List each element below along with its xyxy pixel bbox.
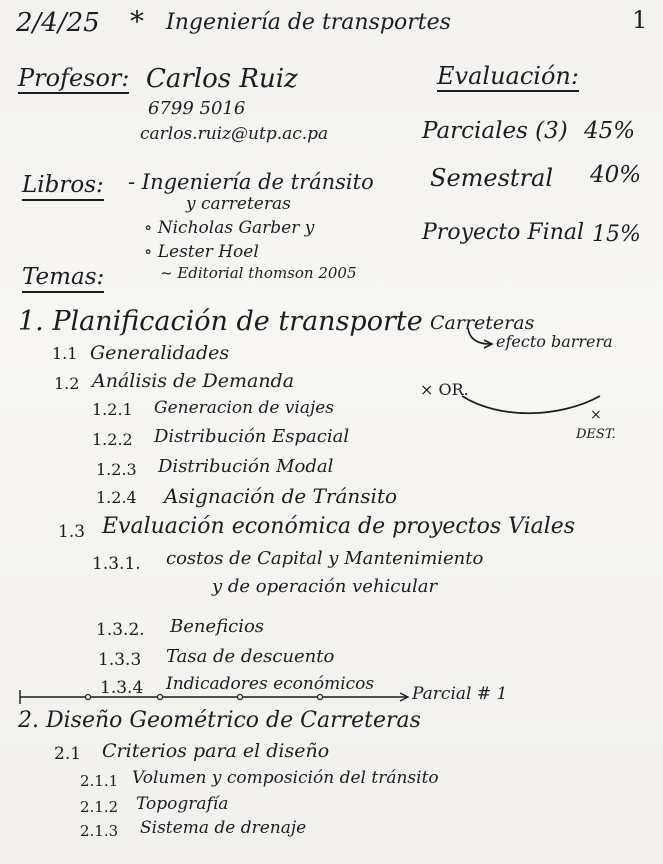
topic-text: Asignación de Tránsito <box>164 484 398 508</box>
topic-text: Distribución Espacial <box>154 426 350 447</box>
topic-text: Generacion de viajes <box>154 398 335 418</box>
topic-number: 1.2 <box>54 374 80 393</box>
topic-text: costos de Capital y Mantenimiento <box>166 548 484 569</box>
topics-label: Temas: <box>22 266 104 293</box>
section-1-title: 1. Planificación de transporte <box>18 306 423 337</box>
topic-number: 1.3 <box>58 522 86 542</box>
timeline-dot <box>158 695 163 700</box>
book-author: ∘ Lester Hoel <box>144 242 259 262</box>
topic-number: 2.1.2 <box>80 798 119 816</box>
evaluation-item-weight: 15% <box>592 222 641 247</box>
evaluation-item-name: Parciales (3) <box>422 118 568 144</box>
topic-number: 1.3.3 <box>98 650 142 670</box>
side-note-arrow-text: efecto barrera <box>496 332 613 351</box>
exam-marker: Parcial # 1 <box>412 684 508 704</box>
topic-number: 2.1 <box>54 744 82 764</box>
side-note-dest-label: DEST. <box>576 427 616 442</box>
topic-number: 1.3.4 <box>100 678 144 698</box>
topic-number: 1.2.2 <box>92 430 133 449</box>
topic-text: Análisis de Demanda <box>92 370 295 392</box>
topic-text: Beneficios <box>170 616 265 637</box>
professor-phone: 6799 5016 <box>148 98 246 119</box>
topic-number: 1.2.4 <box>96 488 137 507</box>
topic-text: Distribución Modal <box>158 456 334 477</box>
section-2-title: 2. Diseño Geométrico de Carreteras <box>18 708 421 733</box>
professor-email: carlos.ruiz@utp.ac.pa <box>140 124 329 144</box>
books-label: Libros: <box>22 174 104 201</box>
book-author: ∘ Nicholas Garber y <box>144 218 315 238</box>
professor-name: Carlos Ruiz <box>146 64 298 94</box>
topic-text: Sistema de drenaje <box>140 818 307 838</box>
book-title-line2: y carreteras <box>186 194 291 214</box>
topic-number: 2.1.1 <box>80 772 119 790</box>
book-title-line1: - Ingeniería de tránsito <box>128 170 374 194</box>
side-note-origin: × OR. <box>420 380 469 399</box>
side-note-dest-mark: × <box>590 407 602 423</box>
topic-text: Generalidades <box>90 342 230 364</box>
page-number: 1 <box>632 6 648 34</box>
topic-text: Topografía <box>136 794 229 814</box>
header-star: * <box>130 5 144 38</box>
topic-text: Volumen y composición del tránsito <box>132 768 439 788</box>
topic-number: 1.1 <box>52 344 78 363</box>
topic-number: 1.2.3 <box>96 460 137 479</box>
evaluation-item-weight: 45% <box>584 118 636 144</box>
evaluation-item-name: Proyecto Final <box>422 220 585 245</box>
topic-number: 1.3.1. <box>92 554 141 574</box>
timeline-dot <box>318 695 323 700</box>
topic-text: Criterios para el diseño <box>102 740 330 762</box>
evaluation-item-name: Semestral <box>430 164 554 192</box>
professor-label: Profesor: <box>18 64 130 92</box>
topic-number: 1.2.1 <box>92 400 133 419</box>
topic-number: 1.3.2. <box>96 620 145 640</box>
route-curve <box>462 396 600 413</box>
topic-text: Evaluación económica de proyectos Viales <box>102 514 576 539</box>
header-date: 2/4/25 <box>16 8 100 38</box>
evaluation-label: Evaluación: <box>437 62 579 90</box>
timeline-dot <box>86 695 91 700</box>
timeline-dot <box>238 695 243 700</box>
header-title: Ingeniería de transportes <box>166 10 451 35</box>
topic-text: Indicadores económicos <box>166 674 375 694</box>
topic-text-continuation: y de operación vehicular <box>212 576 438 597</box>
evaluation-item-weight: 40% <box>590 162 642 188</box>
topic-number: 2.1.3 <box>80 822 119 840</box>
book-publisher: ~ Editorial thomson 2005 <box>160 264 357 282</box>
topic-text: Tasa de descuento <box>166 646 335 667</box>
side-note-title: Carreteras <box>430 312 535 334</box>
